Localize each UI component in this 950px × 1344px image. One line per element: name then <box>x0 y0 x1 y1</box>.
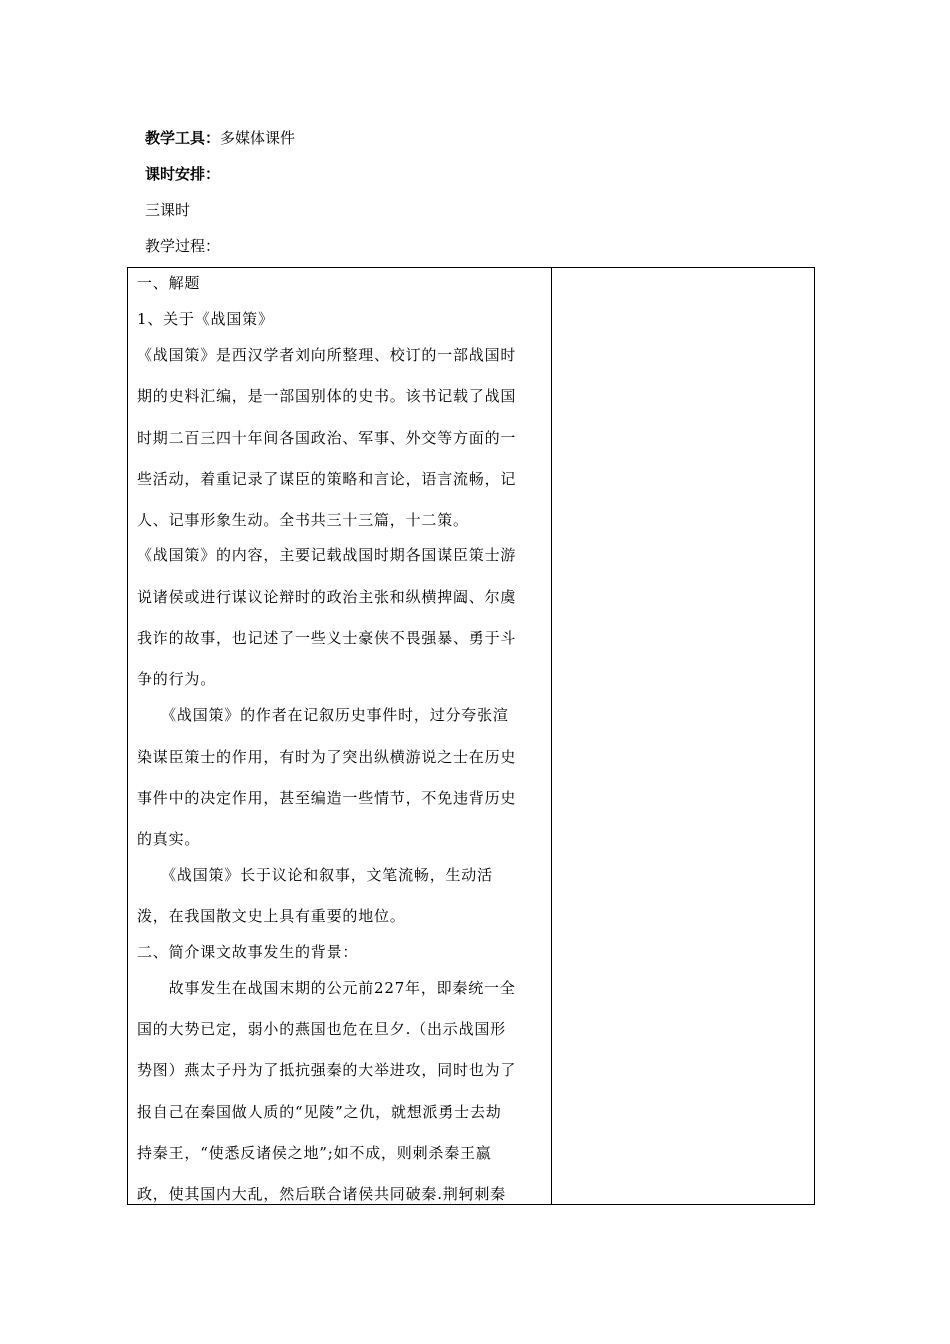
schedule-label: 课时安排： <box>145 165 221 183</box>
text-line: 报自己在秦国做人质的“见陵”之仇，就想派勇士去劫 <box>137 1103 502 1121</box>
tools-line <box>145 128 295 148</box>
text-line: 的真实。 <box>137 830 201 848</box>
text-line: 《战国策》长于议论和叙事，文笔流畅，生动活 <box>137 866 493 884</box>
text-line: 事件中的决定作用，甚至编造一些情节，不免违背历史 <box>137 789 517 807</box>
text-line: 《战国策》是西汉学者刘向所整理、校订的一部战国时 <box>137 346 517 364</box>
lesson-table <box>127 267 815 1205</box>
text-line: 1、关于《战国策》 <box>137 310 274 328</box>
text-line: 我诈的故事，也记述了一些义士豪侠不畏强暴、勇于斗 <box>137 629 517 647</box>
text-line: 期的史料汇编，是一部国别体的史书。该书记载了战国 <box>137 387 517 405</box>
text-line: 国的大势已定，弱小的燕国也危在旦夕.（出示战国形 <box>137 1020 506 1038</box>
tools-value: 多媒体课件 <box>220 129 296 147</box>
text-line: 二、简介课文故事发生的背景： <box>137 943 359 961</box>
text-line: 《战国策》的内容，主要记载战国时期各国谋臣策士游 <box>137 546 517 564</box>
text-line: 政，使其国内大乱，然后联合诸侯共同破秦.荆轲刺秦 <box>137 1185 506 1203</box>
tools-label: 教学工具： <box>145 129 221 147</box>
text-line: 一、解题 <box>137 274 201 292</box>
schedule-value: 三课时 <box>145 201 191 219</box>
text-line: 染谋臣策士的作用，有时为了突出纵横游说之士在历史 <box>137 748 517 766</box>
text-line: 泼，在我国散文史上具有重要的地位。 <box>137 907 406 925</box>
text-line: 争的行为。 <box>137 670 217 688</box>
text-line: 时期二百三四十年间各国政治、军事、外交等方面的一 <box>137 429 517 447</box>
text-line: 持秦王，“使悉反诸侯之地”;如不成，则刺杀秦王嬴 <box>137 1144 492 1162</box>
text-line: 人、记事形象生动。全书共三十三篇，十二策。 <box>137 511 469 529</box>
table-right-cell <box>552 268 814 1204</box>
text-line: 说诸侯或进行谋议论辩时的政治主张和纵横捭阖、尔虞 <box>137 588 517 606</box>
text-line: 些活动，着重记录了谋臣的策略和言论，语言流畅，记 <box>137 470 517 488</box>
process-label: 教学过程： <box>145 237 221 255</box>
text-line: 《战国策》的作者在记叙历史事件时，过分夸张渲 <box>137 706 509 724</box>
text-line: 势图）燕太子丹为了抵抗强秦的大举进攻，同时也为了 <box>137 1061 517 1079</box>
text-line: 故事发生在战国末期的公元前227年，即秦统一全 <box>137 979 516 997</box>
